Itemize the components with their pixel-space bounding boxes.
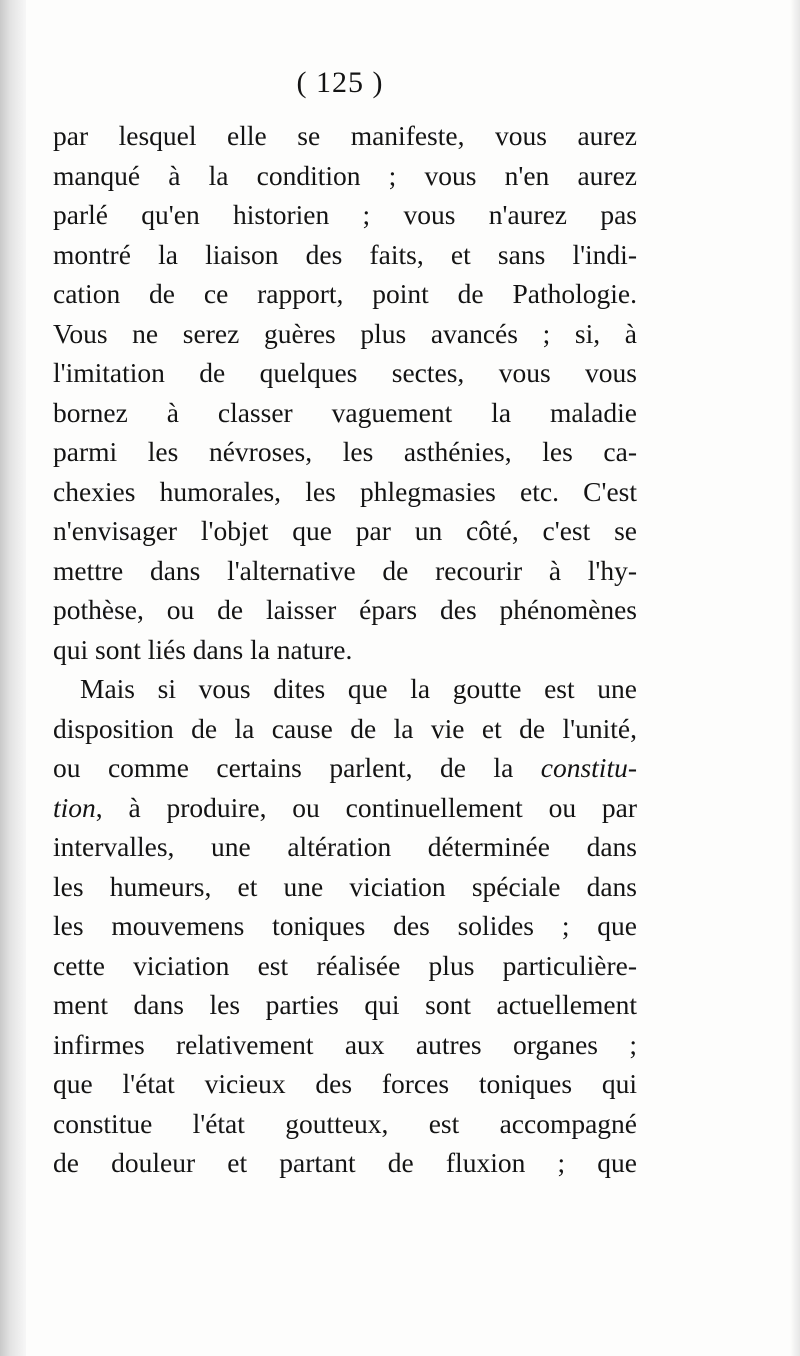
text-line: constitue l'état goutteux, est accompagné [53, 1107, 637, 1139]
text-line: infirmes relativement aux autres organes ; [53, 1028, 637, 1060]
text-line: tion, à produire, ou continuellement ou par [53, 791, 637, 823]
text-line: par lesquel elle se manifeste, vous aurez [53, 120, 637, 151]
text-line: qui sont liés dans la nature. [53, 633, 353, 665]
text-line: bornez à classer vaguement la maladie [53, 396, 637, 428]
text-line: mettre dans l'alternative de recourir à l'hy- [53, 554, 637, 586]
text-line: parmi les névroses, les asthénies, les ca- [53, 436, 637, 467]
text-line: n'envisager l'objet que par un côté, c'est se [53, 515, 637, 546]
text-line: montré la liaison des faits, et sans l'indi- [53, 238, 637, 270]
text-line: que l'état vicieux des forces toniques qui [53, 1068, 637, 1099]
paragraph-2 [53, 669, 637, 1183]
text-line: manqué à la condition ; vous n'en aurez [53, 159, 637, 191]
binding-shadow [0, 0, 26, 1356]
text-line: parlé qu'en historien ; vous n'aurez pas [53, 199, 637, 230]
text-line: l'imitation de quelques sectes, vous vous [53, 357, 637, 388]
text-line: chexies humorales, les phlegmasies etc. C'est [53, 475, 637, 507]
text-line: intervalles, une altération déterminée dans [53, 831, 637, 862]
paragraph-1 [53, 116, 637, 669]
text-line: pothèse, ou de laisser épars des phénomènes [53, 594, 637, 625]
text-line: cette viciation est réalisée plus particulière- [53, 949, 637, 981]
page-edge [790, 0, 800, 1356]
body-text [53, 116, 637, 1183]
text-line: les mouvemens toniques des solides ; que [53, 910, 637, 941]
text-line: ou comme certains parlent, de la constitu- [53, 752, 637, 783]
text-line: les humeurs, et une viciation spéciale dans [53, 870, 637, 902]
text-line: cation de ce rapport, point de Pathologie. [53, 278, 637, 309]
text-line: Mais si vous dites que la goutte est une [80, 673, 637, 704]
text-line: de douleur et partant de fluxion ; que [53, 1147, 637, 1178]
text-line: disposition de la cause de la vie et de l'unité, [53, 712, 637, 744]
text-line: ment dans les parties qui sont actuellement [53, 989, 637, 1020]
text-line: Vous ne serez guères plus avancés ; si, à [53, 317, 637, 349]
page-number: ( 125 ) [296, 66, 384, 99]
